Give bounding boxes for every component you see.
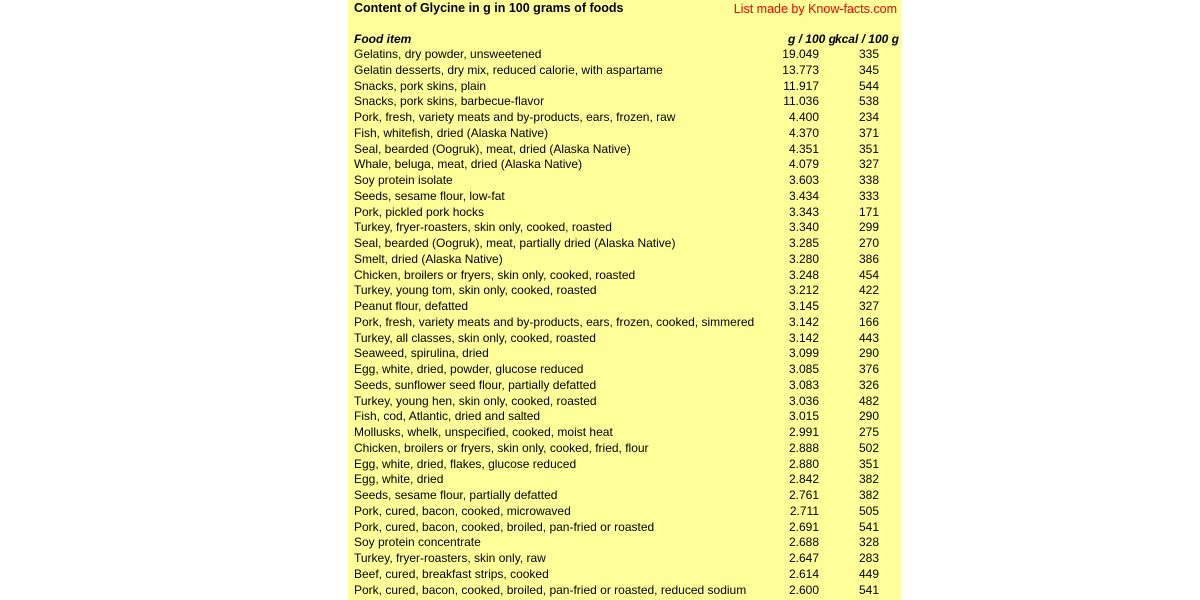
- kcal-value: 351: [858, 456, 879, 471]
- table-row: [348, 205, 901, 221]
- glycine-grams-value: 3.280: [788, 251, 819, 266]
- glycine-grams-value: 3.434: [788, 188, 819, 203]
- glycine-grams-value: 2.614: [788, 566, 819, 581]
- kcal-value: 544: [858, 78, 879, 93]
- glycine-grams-value: 4.351: [788, 141, 819, 156]
- table-row: [348, 567, 901, 583]
- kcal-value: 327: [858, 157, 879, 172]
- kcal-value: 299: [858, 220, 879, 235]
- glycine-grams-value: 3.015: [788, 409, 819, 424]
- kcal-value: 270: [858, 236, 879, 250]
- food-item-name: Seeds, sesame flour, low-fat: [354, 188, 505, 203]
- food-item-name: Pork, cured, bacon, cooked, broiled, pan-fried or roasted: [354, 519, 655, 534]
- table-row: [348, 189, 901, 205]
- table-row: [348, 504, 901, 520]
- kcal-value: 328: [858, 535, 879, 550]
- kcal-value: 333: [858, 188, 879, 203]
- glycine-grams-value: 2.991: [788, 425, 819, 439]
- table-row: [348, 268, 901, 284]
- glycine-grams-value: 2.600: [788, 582, 819, 597]
- glycine-grams-value: 4.400: [788, 110, 819, 124]
- table-row: [348, 157, 901, 173]
- food-item-name: Fish, whitefish, dried (Alaska Native): [354, 125, 549, 140]
- food-item-name: Egg, white, dried, powder, glucose reduced: [354, 362, 584, 376]
- kcal-value: 505: [858, 503, 879, 518]
- table-row: [348, 346, 901, 362]
- food-item-name: Beef, cured, breakfast strips, cooked: [354, 566, 549, 581]
- glycine-grams-value: 3.285: [788, 236, 819, 250]
- kcal-value: 326: [858, 377, 879, 392]
- food-item-name: Chicken, broilers or fryers, skin only, cooked, fried, flour: [354, 440, 649, 455]
- glycine-grams-value: 2.880: [788, 456, 819, 471]
- kcal-value: 376: [858, 362, 879, 376]
- glycine-grams-value: 2.711: [789, 503, 819, 518]
- food-item-name: Pork, cured, bacon, cooked, microwaved: [354, 503, 571, 518]
- kcal-value: 371: [858, 125, 879, 140]
- glycine-grams-value: 19.049: [782, 47, 819, 61]
- glycine-grams-value: 2.647: [788, 551, 819, 565]
- kcal-value: 275: [858, 425, 879, 439]
- kcal-value: 541: [858, 582, 879, 597]
- kcal-value: 290: [858, 409, 879, 424]
- food-item-name: Chicken, broilers or fryers, skin only, cooked, roasted: [354, 267, 636, 282]
- table-row: [348, 299, 901, 315]
- table-row: [348, 126, 901, 142]
- kcal-value: 338: [858, 173, 879, 187]
- table-row: [348, 409, 901, 425]
- table-row: [348, 236, 901, 252]
- food-item-name: Soy protein isolate: [354, 173, 453, 187]
- kcal-value: 290: [858, 346, 879, 361]
- glycine-grams-value: 4.370: [788, 125, 819, 140]
- glycine-grams-value: 4.079: [788, 157, 819, 172]
- table-header: [348, 32, 901, 47]
- food-item-name: Gelatin desserts, dry mix, reduced calorie, with aspartame: [354, 62, 663, 77]
- kcal-value: 283: [858, 551, 879, 565]
- food-item-name: Seeds, sesame flour, partially defatted: [354, 488, 558, 502]
- food-item-name: Gelatins, dry powder, unsweetened: [354, 47, 542, 61]
- column-header-grams: g / 100 g: [787, 32, 836, 46]
- glycine-grams-value: 11.036: [783, 94, 819, 109]
- food-item-name: Egg, white, dried, flakes, glucose reduced: [354, 456, 577, 471]
- page-title: Content of Glycine in g in 100 grams of foods: [354, 1, 624, 15]
- food-item-name: Pork, fresh, variety meats and by-products, ears, frozen, cooked, simmered: [354, 314, 755, 329]
- table-row: [348, 520, 901, 536]
- kcal-value: 234: [858, 110, 879, 124]
- glycine-grams-value: 3.248: [788, 267, 819, 282]
- table-row: [348, 63, 901, 79]
- food-item-name: Snacks, pork skins, barbecue-flavor: [354, 94, 545, 109]
- food-item-name: Smelt, dried (Alaska Native): [354, 251, 503, 266]
- column-header-kcal: kcal / 100 g: [834, 32, 899, 46]
- food-item-name: Whale, beluga, meat, dried (Alaska Native): [354, 157, 583, 172]
- kcal-value: 166: [858, 314, 879, 329]
- kcal-value: 502: [858, 440, 879, 455]
- glycine-grams-value: 2.688: [788, 535, 819, 550]
- food-item-name: Seeds, sunflower seed flour, partially defatted: [354, 377, 597, 392]
- kcal-value: 382: [858, 488, 879, 502]
- food-item-name: Turkey, young hen, skin only, cooked, roasted: [354, 393, 597, 408]
- kcal-value: 171: [858, 204, 879, 219]
- table-row: [348, 110, 901, 126]
- glycine-grams-value: 2.842: [788, 472, 819, 487]
- food-item-name: Pork, cured, bacon, cooked, broiled, pan-fried or roasted, reduced sodium: [354, 582, 747, 597]
- kcal-value: 327: [858, 299, 879, 313]
- table-row: [348, 79, 901, 95]
- table-row: [348, 441, 901, 457]
- table-row: [348, 331, 901, 347]
- kcal-value: 482: [858, 393, 879, 408]
- table-row: [348, 142, 901, 158]
- kcal-value: 422: [858, 283, 879, 298]
- glycine-grams-value: 3.340: [788, 220, 819, 235]
- kcal-value: 454: [858, 267, 879, 282]
- food-item-name: Turkey, fryer-roasters, skin only, cooked, roasted: [354, 220, 612, 235]
- kcal-value: 386: [858, 251, 879, 266]
- glycine-grams-value: 2.761: [788, 488, 819, 502]
- table-row: [348, 472, 901, 488]
- kcal-value: 345: [858, 62, 879, 77]
- food-item-name: Snacks, pork skins, plain: [354, 78, 487, 93]
- table-row: [348, 94, 901, 110]
- kcal-value: 335: [858, 47, 879, 61]
- table-row: [348, 173, 901, 189]
- kcal-value: 443: [858, 330, 879, 345]
- table-row: [348, 583, 901, 599]
- food-item-name: Peanut flour, defatted: [354, 299, 469, 313]
- food-item-name: Egg, white, dried: [354, 472, 444, 487]
- food-item-name: Turkey, young tom, skin only, cooked, roasted: [354, 283, 597, 298]
- table-row: [348, 551, 901, 567]
- kcal-value: 351: [858, 141, 879, 156]
- kcal-value: 541: [858, 519, 879, 534]
- glycine-grams-value: 3.085: [788, 362, 819, 376]
- kcal-value: 538: [858, 94, 879, 109]
- source-credit: List made by Know-facts.com: [733, 2, 897, 16]
- food-item-name: Seal, bearded (Oogruk), meat, dried (Alaska Native): [354, 141, 631, 156]
- glycine-grams-value: 2.888: [788, 440, 819, 455]
- table-row: [348, 283, 901, 299]
- table-row: [348, 315, 901, 331]
- column-header-food-item: Food item: [354, 32, 412, 46]
- food-item-name: Turkey, all classes, skin only, cooked, roasted: [354, 330, 596, 345]
- food-item-name: Pork, pickled pork hocks: [354, 204, 485, 219]
- food-item-name: Mollusks, whelk, unspecified, cooked, moist heat: [354, 425, 613, 439]
- glycine-grams-value: 2.691: [788, 519, 819, 534]
- food-item-name: Turkey, fryer-roasters, skin only, raw: [354, 551, 546, 565]
- table-row: [348, 535, 901, 551]
- table-row: [348, 252, 901, 268]
- food-item-name: Soy protein concentrate: [354, 535, 481, 550]
- glycine-grams-value: 3.099: [788, 346, 819, 361]
- table-row: [348, 425, 901, 441]
- glycine-grams-value: 3.145: [788, 299, 819, 313]
- table-row: [348, 488, 901, 504]
- food-item-name: Pork, fresh, variety meats and by-products, ears, frozen, raw: [354, 110, 676, 124]
- glycine-table-panel: [348, 0, 901, 600]
- glycine-grams-value: 11.917: [783, 78, 819, 93]
- table-row: [348, 378, 901, 394]
- table-row: [348, 47, 901, 63]
- glycine-grams-value: 3.142: [788, 314, 819, 329]
- glycine-grams-value: 3.036: [788, 393, 819, 408]
- glycine-grams-value: 3.212: [788, 283, 819, 298]
- food-item-name: Fish, cod, Atlantic, dried and salted: [354, 409, 541, 424]
- table-row: [348, 220, 901, 236]
- table-row: [348, 362, 901, 378]
- kcal-value: 382: [858, 472, 879, 487]
- glycine-grams-value: 3.142: [788, 330, 819, 345]
- glycine-grams-value: 13.773: [782, 62, 819, 77]
- kcal-value: 449: [858, 566, 879, 581]
- food-item-name: Seal, bearded (Oogruk), meat, partially dried (Alaska Native): [354, 236, 676, 250]
- glycine-grams-value: 3.603: [788, 173, 819, 187]
- glycine-grams-value: 3.083: [788, 377, 819, 392]
- table-row: [348, 457, 901, 473]
- table-row: [348, 394, 901, 410]
- food-item-name: Seaweed, spirulina, dried: [354, 346, 489, 361]
- glycine-grams-value: 3.343: [788, 204, 819, 219]
